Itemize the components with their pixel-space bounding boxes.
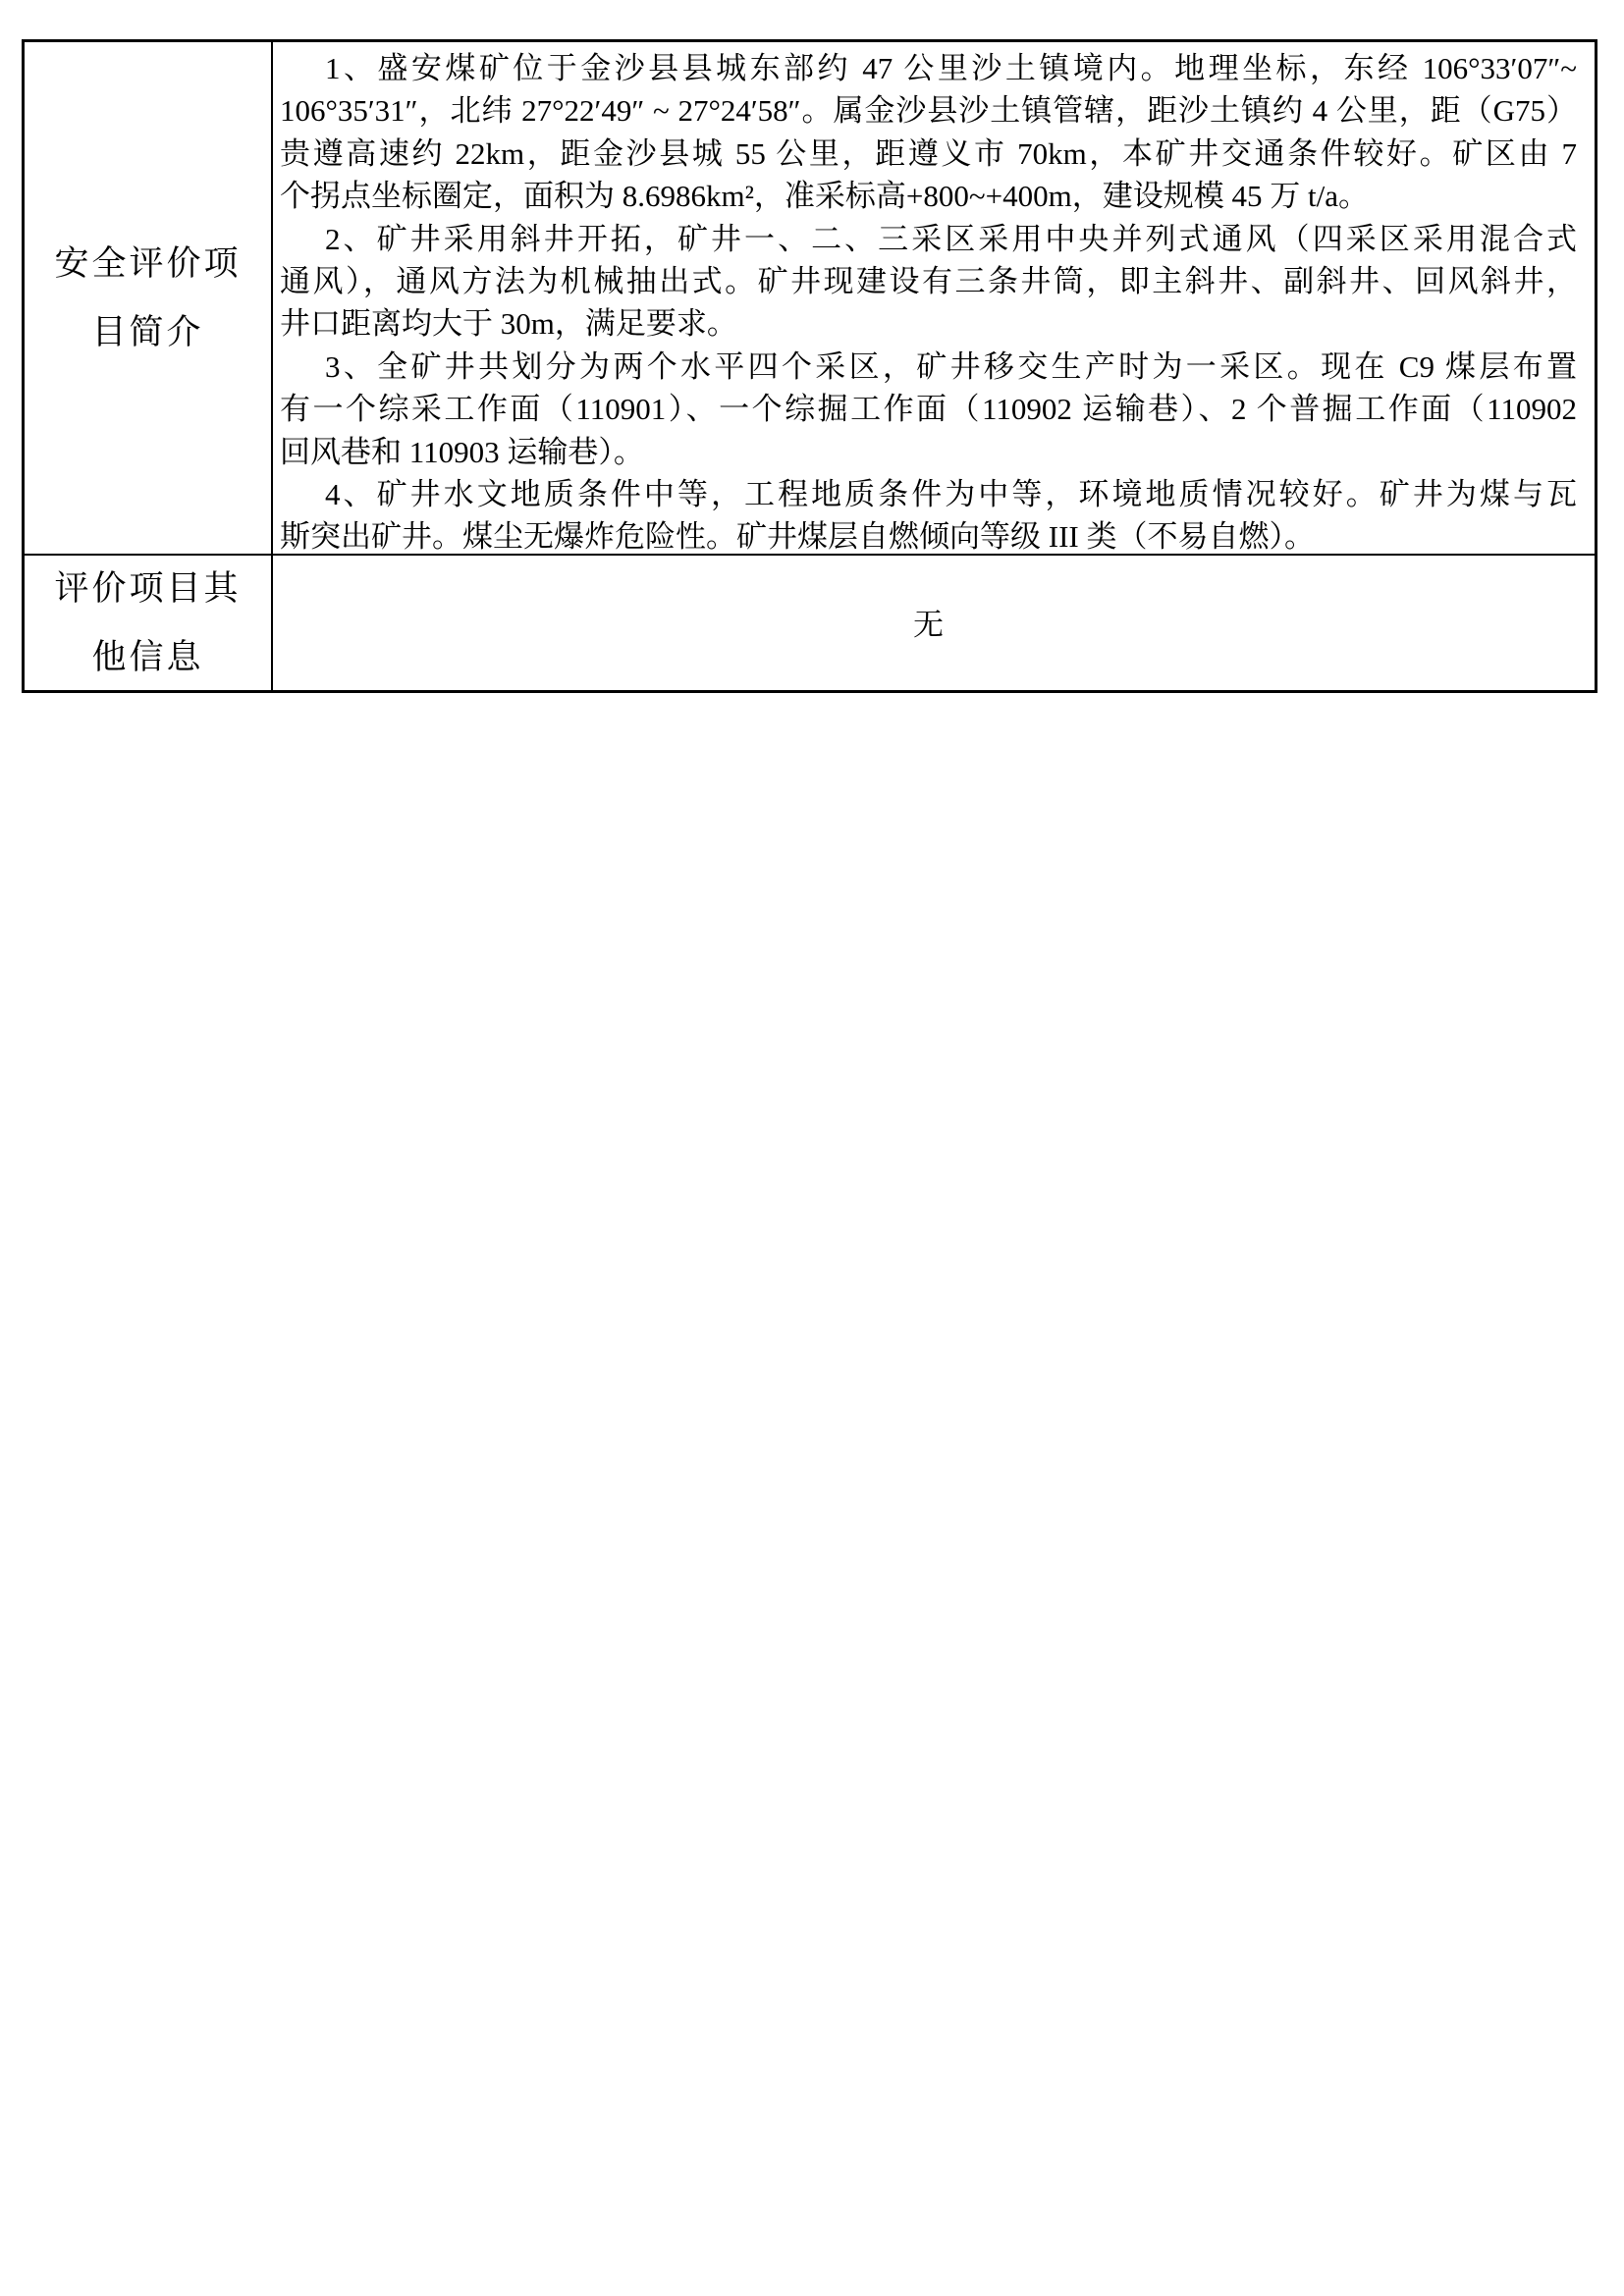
other-info-content — [271, 554, 1595, 690]
row-header-project-intro-line1: 安全评价项 — [54, 243, 242, 283]
row-header-other-info-line1: 评价项目其 — [54, 568, 242, 608]
intro-line: 4、矿井水文地质条件中等，工程地质条件为中等，环境地质情况较好。矿井为煤与瓦 — [325, 477, 1577, 512]
intro-line: 个拐点坐标圈定，面积为 8.6986km²，准采标高+800~+400m，建设规模 45 万 t/a。 — [280, 179, 1369, 214]
intro-line: 有一个综采工作面（110901）、一个综掘工作面（110902 运输巷）、2 个普掘工作面（110902 — [280, 392, 1577, 427]
intro-line: 106°35′31″，北纬 27°22′49″ ~ 27°24′58″。属金沙县沙土镇管辖，距沙土镇约 4 公里，距（G75） — [280, 93, 1577, 129]
intro-line: 2、矿井采用斜井开拓，矿井一、二、三采区采用中央并列式通风（四采区采用混合式 — [325, 221, 1577, 256]
row-header-project-intro — [25, 42, 271, 554]
evaluation-info-table — [22, 39, 1597, 693]
intro-line: 斯突出矿井。煤尘无爆炸危险性。矿井煤层自燃倾向等级 III 类（不易自燃）。 — [280, 519, 1315, 554]
row-header-project-intro-line2: 目简介 — [91, 312, 204, 351]
intro-line: 回风巷和 110903 运输巷）。 — [280, 434, 644, 469]
intro-line: 3、全矿井共划分为两个水平四个采区，矿井移交生产时为一采区。现在 C9 煤层布置 — [325, 348, 1577, 384]
intro-line: 1、盛安煤矿位于金沙县县城东部约 47 公里沙土镇境内。地理坐标，东经 106°33′07″~ — [325, 51, 1577, 85]
other-info-value: 无 — [913, 608, 944, 643]
row-header-other-info-line2: 他信息 — [91, 637, 204, 676]
intro-line: 贵遵高速约 22km，距金沙县城 55 公里，距遵义市 70km，本矿井交通条件较好。矿区由 7 — [280, 135, 1577, 171]
row-header-other-info — [25, 554, 271, 690]
intro-line: 井口距离均大于 30m，满足要求。 — [280, 306, 737, 342]
intro-line: 通风），通风方法为机械抽出式。矿井现建设有三条井筒，即主斜井、副斜井、回风斜井， — [280, 264, 1577, 299]
project-intro-content — [271, 42, 1595, 554]
